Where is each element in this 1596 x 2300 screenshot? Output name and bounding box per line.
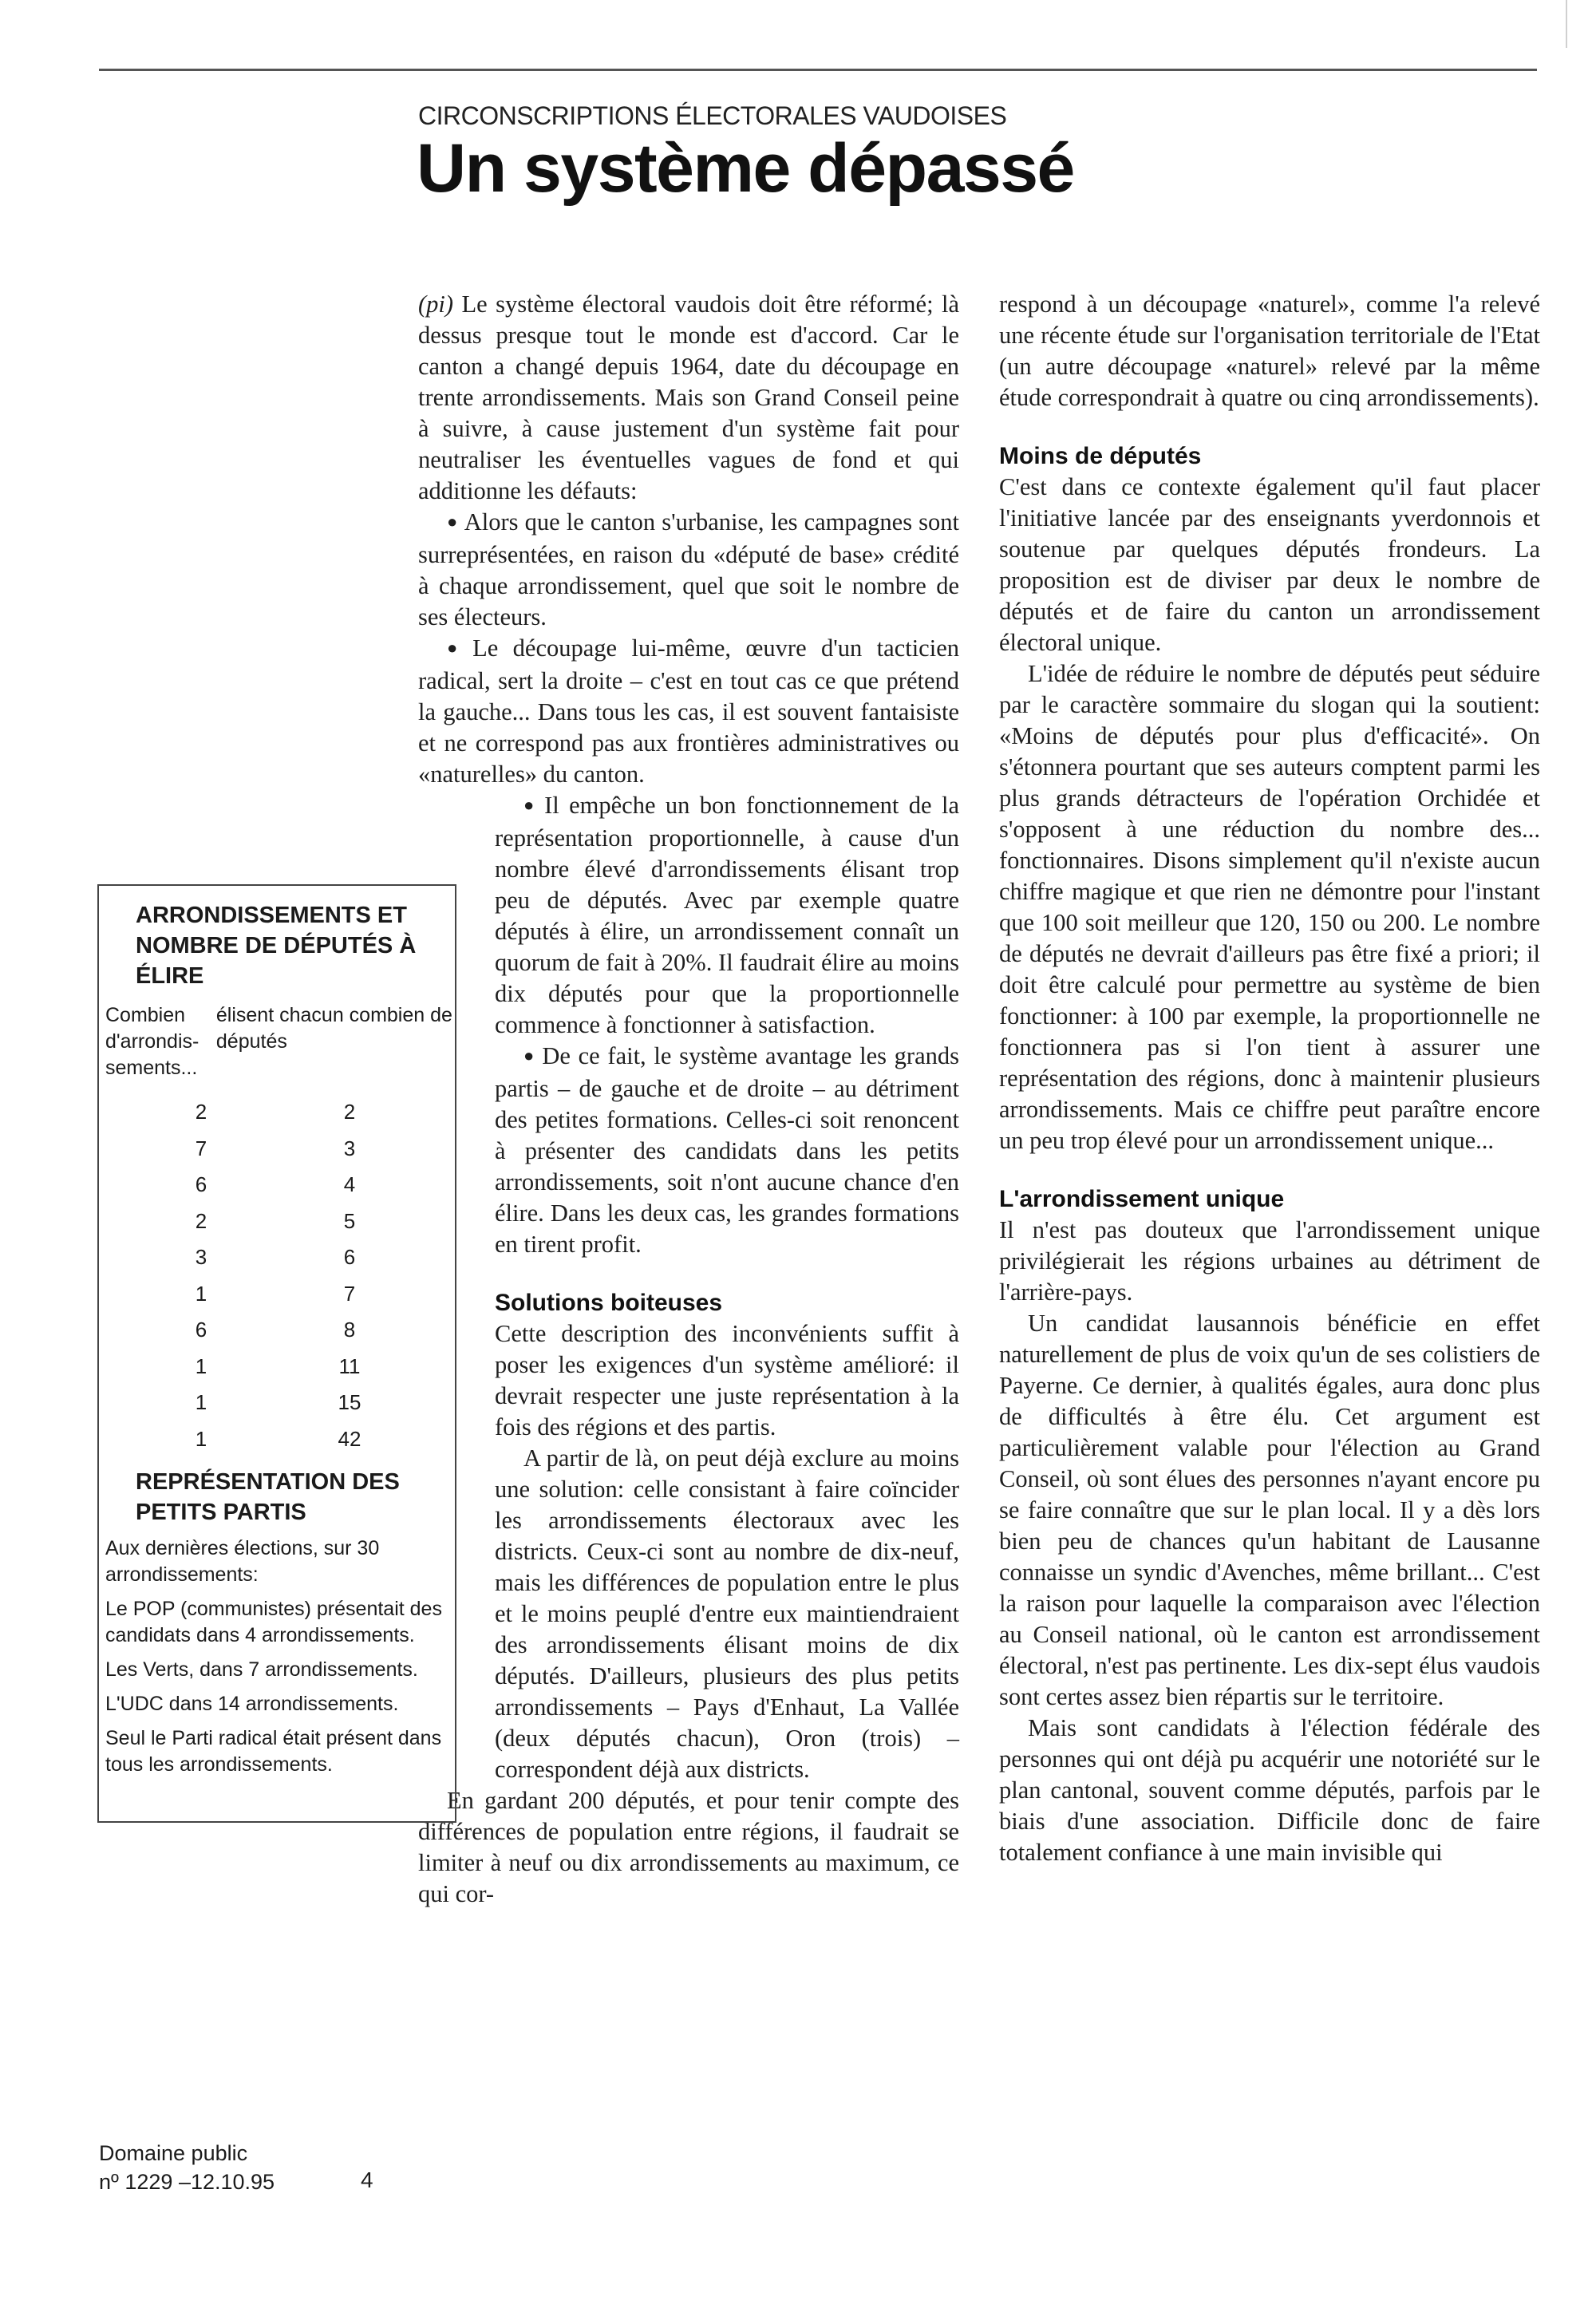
paragraph: A partir de là, on peut déjà exclure au moins une solution: celle consistant à faire coïncider les arrondissements électoraux avec les districts. Ceux-ci sont au nombre de dix-neuf, mais les différences de population entre le plus et le moins peuplé d'entre eux maintiendraient des arrondissements élisant moins de dix députés. D'ailleurs, plusieurs des plus petits arrondissements – Pays d'Enhaut, La Vallée (deux députés chacun), Oron (trois) – correspondent déjà aux districts. <box>495 1444 959 1783</box>
sidebar-note: L'UDC dans 14 arrondissements. <box>105 1693 399 1715</box>
table-row: 1 7 <box>195 1281 356 1306</box>
author-initials: (pi) <box>418 290 454 318</box>
issue-info: nº 1229 –12.10.95 <box>99 2170 275 2194</box>
subhead-arrondissement-unique: L'arrondissement unique <box>999 1186 1285 1212</box>
paragraph: Cette description des inconvénients suffit à poser les exigences d'un système amélioré: il devrait respecter une juste représentation à la fois des régions et des partis. <box>495 1320 959 1440</box>
table-row: 2 5 <box>195 1208 356 1233</box>
paragraph: Mais sont candidats à l'élection fédérale des personnes qui ont déjà pu acquérir une notoriété sur le plan cantonal, souvent comme députés, parfois par le biais d'une association. Difficile donc de faire totalement confiance à une main invisible qui <box>999 1714 1540 1866</box>
paragraph: En gardant 200 députés, et pour tenir compte des différences de population entre régions, il faudrait se limiter à neuf ou dix arrondissements au maximum, ce qui cor- <box>418 1787 959 1907</box>
lead-text: Le système électoral vaudois doit être réformé; là dessus presque tout le monde est d'accord. Car le canton a changé depuis 1964, date du découpage en trente arrondissements. Mais son Grand Conseil peine à suivre, à cause justement d'un système fait pour neutraliser les éventuelles vagues de fond et qui additionne les défauts: <box>418 290 959 504</box>
table-row: 3 6 <box>195 1245 356 1270</box>
subhead-solutions: Solutions boiteuses <box>495 1290 723 1316</box>
paragraph: C'est dans ce contexte également qu'il faut placer l'initiative lancée par des enseignants yverdonnois et soutenue par quelques députés frondeurs. La proposition est de diviser par deux le nombre de députés et de faire du canton un arrondissement électoral unique. <box>999 473 1540 656</box>
paragraph: Un candidat lausannois bénéficie en effet naturellement de plus de voix qu'un de ses colistiers de Payerne. Ce dernier, à qualités égales, aura donc plus de difficultés à être élu. Cet argument est particulièrement valable pour l'élection au Grand Conseil, où sont élues des personnes n'ayant encore pu se faire connaître que sur le plan local. Il y a dès lors bien peu de chances qu'un habitant de Lausanne connaisse un syndic d'Avenches, même brillant... C'est la raison pour laquelle la comparaison avec l'élection au Conseil national, où le canton est arrondissement électoral, n'est pas pertinente. Les dix-sept élus vaudois sont certes assez bien répartis sur le territoire. <box>999 1310 1540 1710</box>
sidebar-note: Le POP (communistes) présentait des candidats dans 4 arrondissements. <box>105 1598 442 1646</box>
sidebar-column-headers <box>105 1002 455 1081</box>
sidebar-note: Aux dernières élections, sur 30 arrondissements: <box>105 1537 380 1586</box>
table-row: 1 15 <box>195 1390 361 1415</box>
subhead-moins-de-deputes: Moins de députés <box>999 443 1202 469</box>
sidebar-notes <box>105 1535 455 1778</box>
bullet-paragraph: ● De ce fait, le système avantage les grands partis – de gauche et de droite – au détriment des petites formations. Celles-ci soit renoncent à présenter des candidats dans les petits arrondissements, soit n'ont aucune chance d'en élire. Dans les deux cas, les grandes formations en tirent profit. <box>495 1041 959 1260</box>
table-row: 1 42 <box>195 1426 361 1451</box>
paragraph: L'idée de réduire le nombre de députés peut séduire par le caractère sommaire du slogan qui la soutient: «Moins de députés pour plus d'efficacité». On s'étonnera pourtant que ses auteurs comptent parmi les plus grands détracteurs de l'opération Orchidée et s'opposent à une réduction du nombre des... fonctionnaires. Disons simplement qu'il n'existe aucun chiffre magique et que rien ne démontre pour l'instant que 100 soit meilleur que 120, 150 ou 200. Le nombre de députés ne devrait d'ailleurs pas être fixé a priori; il doit être calculé pour permettre au système de bien fonctionner: à 100 par exemple, la proportionnelle ne fonctionnera pas si l'on tient à assurer une représentation des régions, donc à maintenir plusieurs arrondissements. Mais ce chiffre peut paraître encore un peu trop élevé pour un arrondissement unique... <box>999 660 1540 1154</box>
bullet-paragraph: ● Alors que le canton s'urbanise, les campagnes sont surreprésentées, en raison du «député de base» crédité à chaque arrondissement, quel que soit le nombre de ses électeurs. <box>418 507 959 633</box>
article-column-2 <box>999 289 1540 1868</box>
sidebar-note: Seul le Parti radical était présent dans tous les arrondissements. <box>105 1727 442 1776</box>
publication-name: Domaine public <box>99 2141 248 2165</box>
page-number: 4 <box>361 2168 373 2192</box>
sidebar-box <box>97 884 456 1823</box>
column-header-deputes: élisent chacun combien de députés <box>215 1004 452 1053</box>
table-row: 7 3 <box>195 1136 356 1160</box>
sidebar-table <box>99 1094 455 1457</box>
narrow-block <box>495 790 959 1785</box>
article-column-1 <box>418 289 959 1910</box>
bullet-paragraph: ● Il empêche un bon fonctionnement de la représentation proportionnelle, à cause d'un nombre élevé d'arrondissements élisant trop peu de députés. Avec par exemple quatre députés à élire, un arrondissement connaît un quorum de fait à 20%. Il faudrait élire au moins dix députés pour que la proportionnelle commence à fonctionner à satisfaction. <box>495 790 959 1041</box>
paragraph: Il n'est pas douteux que l'arrondissement unique privilégierait les régions urbaines au détriment de l'arrière-pays. <box>999 1216 1540 1306</box>
column-header-arrondissements: Combien d'arrondis-sements... <box>105 1004 200 1079</box>
footer-publication <box>99 2139 275 2196</box>
lead-paragraph <box>418 289 959 507</box>
table-row: 6 8 <box>195 1318 356 1342</box>
sidebar-title: ARRONDISSEMENTS ET NOMBRE DE DÉPUTÉS À ÉLIRE <box>136 903 417 989</box>
paragraph: respond à un découpage «naturel», comme l'a relevé une récente étude sur l'organisation territoriale de l'Etat (un autre découpage «naturel» relevé par la même étude correspondrait à quatre ou cinq arrondissements). <box>999 290 1540 411</box>
page-edge-mark <box>1566 0 1567 48</box>
sidebar-title-2: REPRÉSENTATION DES PETITS PARTIS <box>136 1469 400 1525</box>
header-rule <box>99 69 1537 71</box>
table-row: 6 4 <box>195 1172 356 1197</box>
headline: Un système dépassé <box>417 130 1074 207</box>
kicker: CIRCONSCRIPTIONS ÉLECTORALES VAUDOISES <box>418 101 1007 130</box>
table-row: 2 2 <box>195 1100 356 1124</box>
bullet-paragraph: ● Le découpage lui-même, œuvre d'un tacticien radical, sert la droite – c'est en tout cas ce que prétend la gauche... Dans tous les cas, il est souvent fantaisiste et ne correspond pas aux frontières administratives ou «naturelles» du canton. <box>418 633 959 790</box>
sidebar-note: Les Verts, dans 7 arrondissements. <box>105 1658 418 1681</box>
table-row: 1 11 <box>195 1354 361 1378</box>
